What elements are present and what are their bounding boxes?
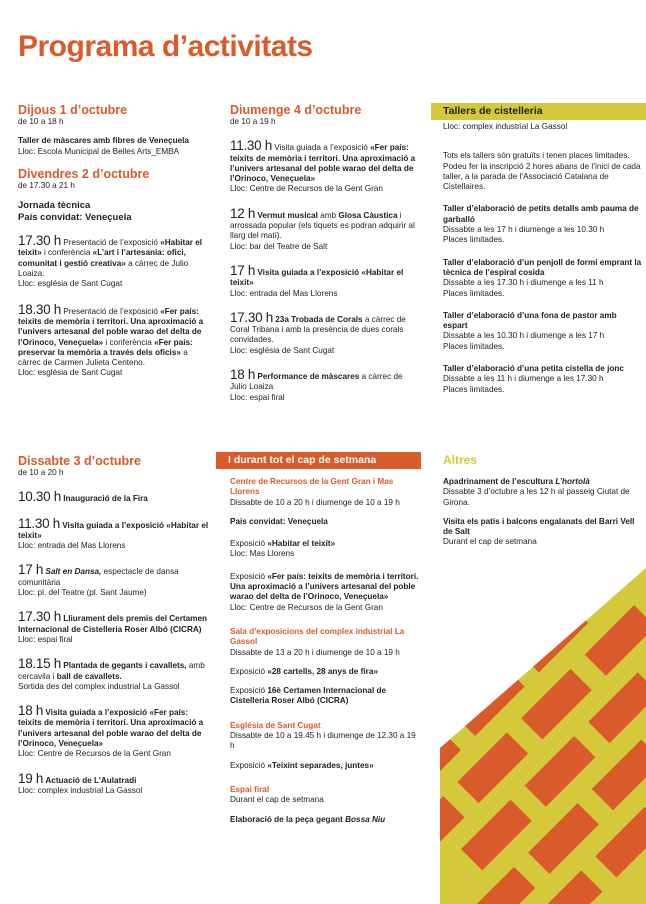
event-title: ball de cavallets.: [56, 671, 122, 681]
event-title: «Habitar el teixit»: [18, 238, 203, 258]
jornada-label: Jornada tècnica: [18, 200, 91, 212]
exhibit: [230, 667, 420, 677]
exhibit: [230, 572, 420, 613]
event-title: Visita guiada a l’exposició «Habitar el teixit»: [230, 267, 404, 288]
event: [18, 515, 211, 552]
event-text: a càrrec de Julio Loaiza: [230, 372, 403, 392]
pais-label: País convidat: Veneçuela: [18, 212, 132, 224]
event-text: Presentació de l’exposició: [63, 238, 161, 248]
event-time: 10.30 h: [18, 489, 61, 505]
event-text: amb: [317, 210, 339, 220]
column-1-saturday: [18, 454, 211, 805]
event-title: Inauguració de la Fira: [63, 494, 148, 504]
event-text: a càrrec de Coral Tribana i amb la presència de dues corals convidades.: [230, 314, 406, 345]
event: [230, 367, 420, 403]
event-text: a càrrec de Julio Loaiza.: [18, 258, 189, 279]
column-1: [18, 103, 211, 388]
event-time: 17.30 h: [18, 609, 61, 625]
altres-time: Dissabte 3 d’octubre a les 12 h al passeig Ciutat de Girona.: [443, 487, 630, 507]
tallers-place: Lloc: complex industrial La Gassol: [443, 122, 568, 131]
event: [18, 656, 211, 692]
altres-item: [443, 517, 643, 548]
event: [230, 309, 420, 356]
taller-name: Taller d’elaboració d’un penjoll de formi emprant la tècnica de l’espiral cosida: [443, 257, 642, 277]
altres-title: Apadrinament de l’escultura: [443, 477, 556, 486]
tallers-heading: Tallers de cistelleria: [431, 103, 646, 120]
tallers-intro: Tots els tallers són gratuïts i tenen places limitades. Podeu fer la inscripció 2 hores abans de l’inici de cada taller, a la parada de l’Associació Catalana de Cistellaires.: [443, 151, 641, 192]
event-title: Taller de màscares amb fibres de Veneçuela: [18, 136, 189, 146]
event-time: 11.30 h: [230, 138, 272, 154]
weekend-heading: I durant tot el cap de setmana: [216, 452, 421, 469]
event-time: 19 h: [18, 770, 44, 786]
taller-time: Dissabte a les 10.30 h i diumenge a les 17 h: [443, 331, 605, 341]
altres-time: Durant el cap de setmana: [443, 537, 537, 547]
taller-time: Dissabte a les 17.30 h i diumenge a les 11 h: [443, 278, 604, 288]
exhibit: [230, 761, 420, 771]
event: [18, 136, 211, 157]
event: [18, 489, 211, 505]
venue-heading: Església de Sant Cugat: [230, 720, 321, 730]
event-text: Visita guiada a l’exposició: [274, 143, 371, 153]
day-time: de 10 a 20 h: [18, 468, 64, 477]
event-title: Plantada de gegants i cavallets,: [63, 661, 187, 671]
event: [230, 262, 420, 299]
taller-name: Taller d’elaboració d’una petita cistella de jonc: [443, 364, 624, 374]
exhibit: [230, 686, 420, 707]
exhibit-title: Elaboració de la peça gegant: [230, 814, 346, 824]
taller-limit: Places limitades.: [443, 384, 505, 394]
taller-limit: Places limitades.: [443, 341, 505, 351]
event-time: 18.15 h: [18, 656, 61, 672]
event-title: «Fer país: teixits de memòria i territori. Una aproximació a l’univers artesanal del poble warao del delta de l’Orinoco, Veneçuela»: [230, 143, 416, 184]
venue-time: Dissabte de 10 a 20 h i diumenge de 10 a 19 h: [230, 497, 400, 507]
event-time: 17 h: [18, 562, 44, 578]
event: [18, 301, 211, 379]
weekend-content: [230, 477, 420, 825]
event-title: Performance de màscares: [257, 372, 360, 382]
exhibit-text: Exposició: [230, 760, 268, 770]
altres-title: Visita els patis i balcons engalanats del Barri Vell de Salt: [443, 516, 635, 537]
event: [18, 770, 211, 797]
taller-item: [443, 311, 643, 352]
page-title: Programa d’activitats: [18, 30, 313, 63]
exhibit: [230, 815, 420, 825]
event-time: 17 h: [230, 262, 256, 278]
event: [18, 609, 211, 645]
altres-title: L’hortolà: [555, 477, 590, 486]
column-3: [443, 122, 643, 395]
event-title: Actuació de L’Aulatradi: [45, 775, 137, 785]
taller-item: [443, 364, 643, 395]
exhibit-text: Exposició: [230, 539, 268, 549]
venue-time: Durant el cap de setmana: [230, 795, 324, 805]
event-place: Lloc: entrada del Mas Llorens: [230, 288, 338, 298]
event-time: 17.30 h: [18, 233, 61, 249]
exhibit-text: Exposició: [230, 666, 268, 676]
event-text: a càrrec de Carmen Julieta Centeno.: [18, 347, 188, 368]
taller-item: [443, 258, 643, 299]
taller-item: [443, 204, 643, 245]
event-place: Lloc: bar del Teatre de Salt: [230, 241, 328, 251]
venue-heading: Espai firal: [230, 784, 270, 794]
event-text: espectacle de dansa comunitària: [18, 567, 179, 587]
taller-limit: Places limitades.: [443, 288, 505, 298]
taller-time: Dissabte a les 11 h i diumenge a les 17.30 h: [443, 374, 604, 384]
day-time: de 17.30 a 21 h: [18, 180, 75, 190]
exhibit-title: «28 cartells, 28 anys de fira»: [267, 666, 378, 676]
pais-label: País convidat: Veneçuela: [230, 516, 328, 526]
day-heading-divendres: Divendres 2 d’octubre: [18, 166, 150, 181]
exhibit-text: Exposició: [230, 571, 268, 581]
column-2: [230, 103, 420, 412]
decorative-pattern: [440, 568, 646, 904]
event-place: Sortida des del complex industrial La Gassol: [18, 681, 180, 691]
day-heading-dissabte: Dissabte 3 d’octubre: [18, 454, 141, 468]
event-place: Lloc: complex industrial La Gassol: [18, 785, 143, 795]
event-place: Lloc: església de Sant Cugat: [18, 279, 123, 289]
taller-name: Taller d’elaboració de petits detalls amb pauma de garballó: [443, 204, 639, 224]
event-title: Salt en Dansa,: [45, 567, 102, 577]
exhibit-text: Exposició: [230, 686, 268, 696]
event-place: Lloc: Escola Municipal de Belles Arts_EMBA: [18, 146, 180, 156]
event: [230, 205, 420, 252]
event-text: i arrossada popular (els tiquets es podran adquirir al llarg del matí).: [230, 210, 415, 241]
venue-heading: Centre de Recursos de la Gent Gran i Mas Llorens: [230, 477, 394, 497]
event-title: Visita guiada a l’exposició «Habitar el teixit»: [18, 520, 209, 540]
event-title: «L’art i l’artesania: ofici, comunitat i gestió creativa»: [18, 248, 186, 268]
altres-item: [443, 477, 643, 508]
event-text: i conferència: [103, 337, 155, 347]
exhibit-title: «Fer país: teixits de memòria i territori. Una aproximació a l’univers artesanal del poble warao del delta de l’Orinoco, Veneçuela»: [230, 571, 419, 602]
altres-content: [443, 477, 643, 548]
event-place: Lloc: entrada del Mas Llorens: [18, 541, 126, 551]
event: [230, 138, 420, 194]
event-place: Lloc: església de Sant Cugat: [230, 345, 335, 355]
event-place: Lloc: espai firal: [230, 392, 285, 402]
event-title: 23a Trobada de Corals: [275, 314, 363, 324]
event-title: «Fer país: teixits de memòria i territori. Una aproximació a l’univers artesanal del poble warao del delta de l’Orinoco, Veneçuela»: [18, 306, 204, 347]
altres-heading: Altres: [443, 453, 478, 467]
event-title: Vermut musical: [257, 210, 318, 220]
event-time: 18 h: [230, 367, 256, 383]
event-place: Lloc: Centre de Recursos de la Gent Gran: [18, 749, 171, 759]
taller-limit: Places limitades.: [443, 235, 505, 245]
event-title: Lliurament dels premis del Certamen Internacional de Cistelleria Roser Albó (CICRA): [18, 614, 208, 634]
event-time: 11.30 h: [18, 515, 60, 531]
event: [18, 703, 211, 759]
venue-time: Dissabte de 10 a 19.45 h i diumenge de 12.30 a 19 h: [230, 731, 416, 751]
event-text: amb cercavila i: [18, 661, 205, 681]
day-heading-dijous: Dijous 1 d’octubre: [18, 103, 128, 117]
event-time: 18.30 h: [18, 301, 61, 317]
event-place: Lloc: església de Sant Cugat: [18, 368, 123, 378]
event-title: Glosa Càustica: [338, 210, 398, 220]
event-title: «Fer país: preservar la memòria a través dels oficis»: [18, 337, 193, 357]
day-time: de 10 a 18 h: [18, 117, 64, 126]
event-time: 12 h: [230, 205, 256, 221]
event-text: Presentació de l’exposició: [63, 306, 161, 316]
venue-time: Dissabte de 13 a 20 h i diumenge de 10 a 19 h: [230, 647, 400, 657]
event: [18, 562, 211, 598]
exhibit-title: «Teixint separades, juntes»: [267, 760, 374, 770]
taller-time: Dissabte a les 17 h i diumenge a les 10.30 h: [443, 225, 605, 235]
day-heading-diumenge: Diumenge 4 d’octubre: [230, 103, 362, 117]
taller-name: Taller d’elaboració d’una fona de pastor amb espart: [443, 310, 617, 331]
event: [18, 233, 211, 289]
exhibit-place: Lloc: Centre de Recursos de la Gent Gran: [230, 602, 383, 612]
event-text: i conferència: [41, 248, 93, 258]
exhibit-place: Lloc: Mas Llorens: [230, 549, 295, 559]
exhibit-title: 16è Certamen Internacional de Cistelleria Roser Albó (CICRA): [230, 686, 387, 706]
event-place: Lloc: pl. del Teatre (pl. Sant Jaume): [18, 588, 147, 598]
exhibit-title: Bossa Niu: [345, 814, 386, 824]
event-title: Visita guiada a l’exposició «Fer país: teixits de memòria i territori. Una aproximació a l’univers artesanal del poble warao del delta de l’Orinoco, Veneçuela»: [18, 708, 204, 749]
exhibit-title: «Habitar el teixit»: [267, 539, 336, 549]
venue-heading: Sala d’exposicions del complex industrial La Gassol: [230, 626, 405, 647]
event-time: 17.30 h: [230, 309, 273, 325]
event-place: Lloc: Centre de Recursos de la Gent Gran: [230, 184, 383, 194]
event-place: Lloc: espai firal: [18, 634, 73, 644]
day-time: de 10 a 19 h: [230, 117, 276, 126]
event-time: 18 h: [18, 703, 44, 719]
exhibit: [230, 539, 420, 560]
